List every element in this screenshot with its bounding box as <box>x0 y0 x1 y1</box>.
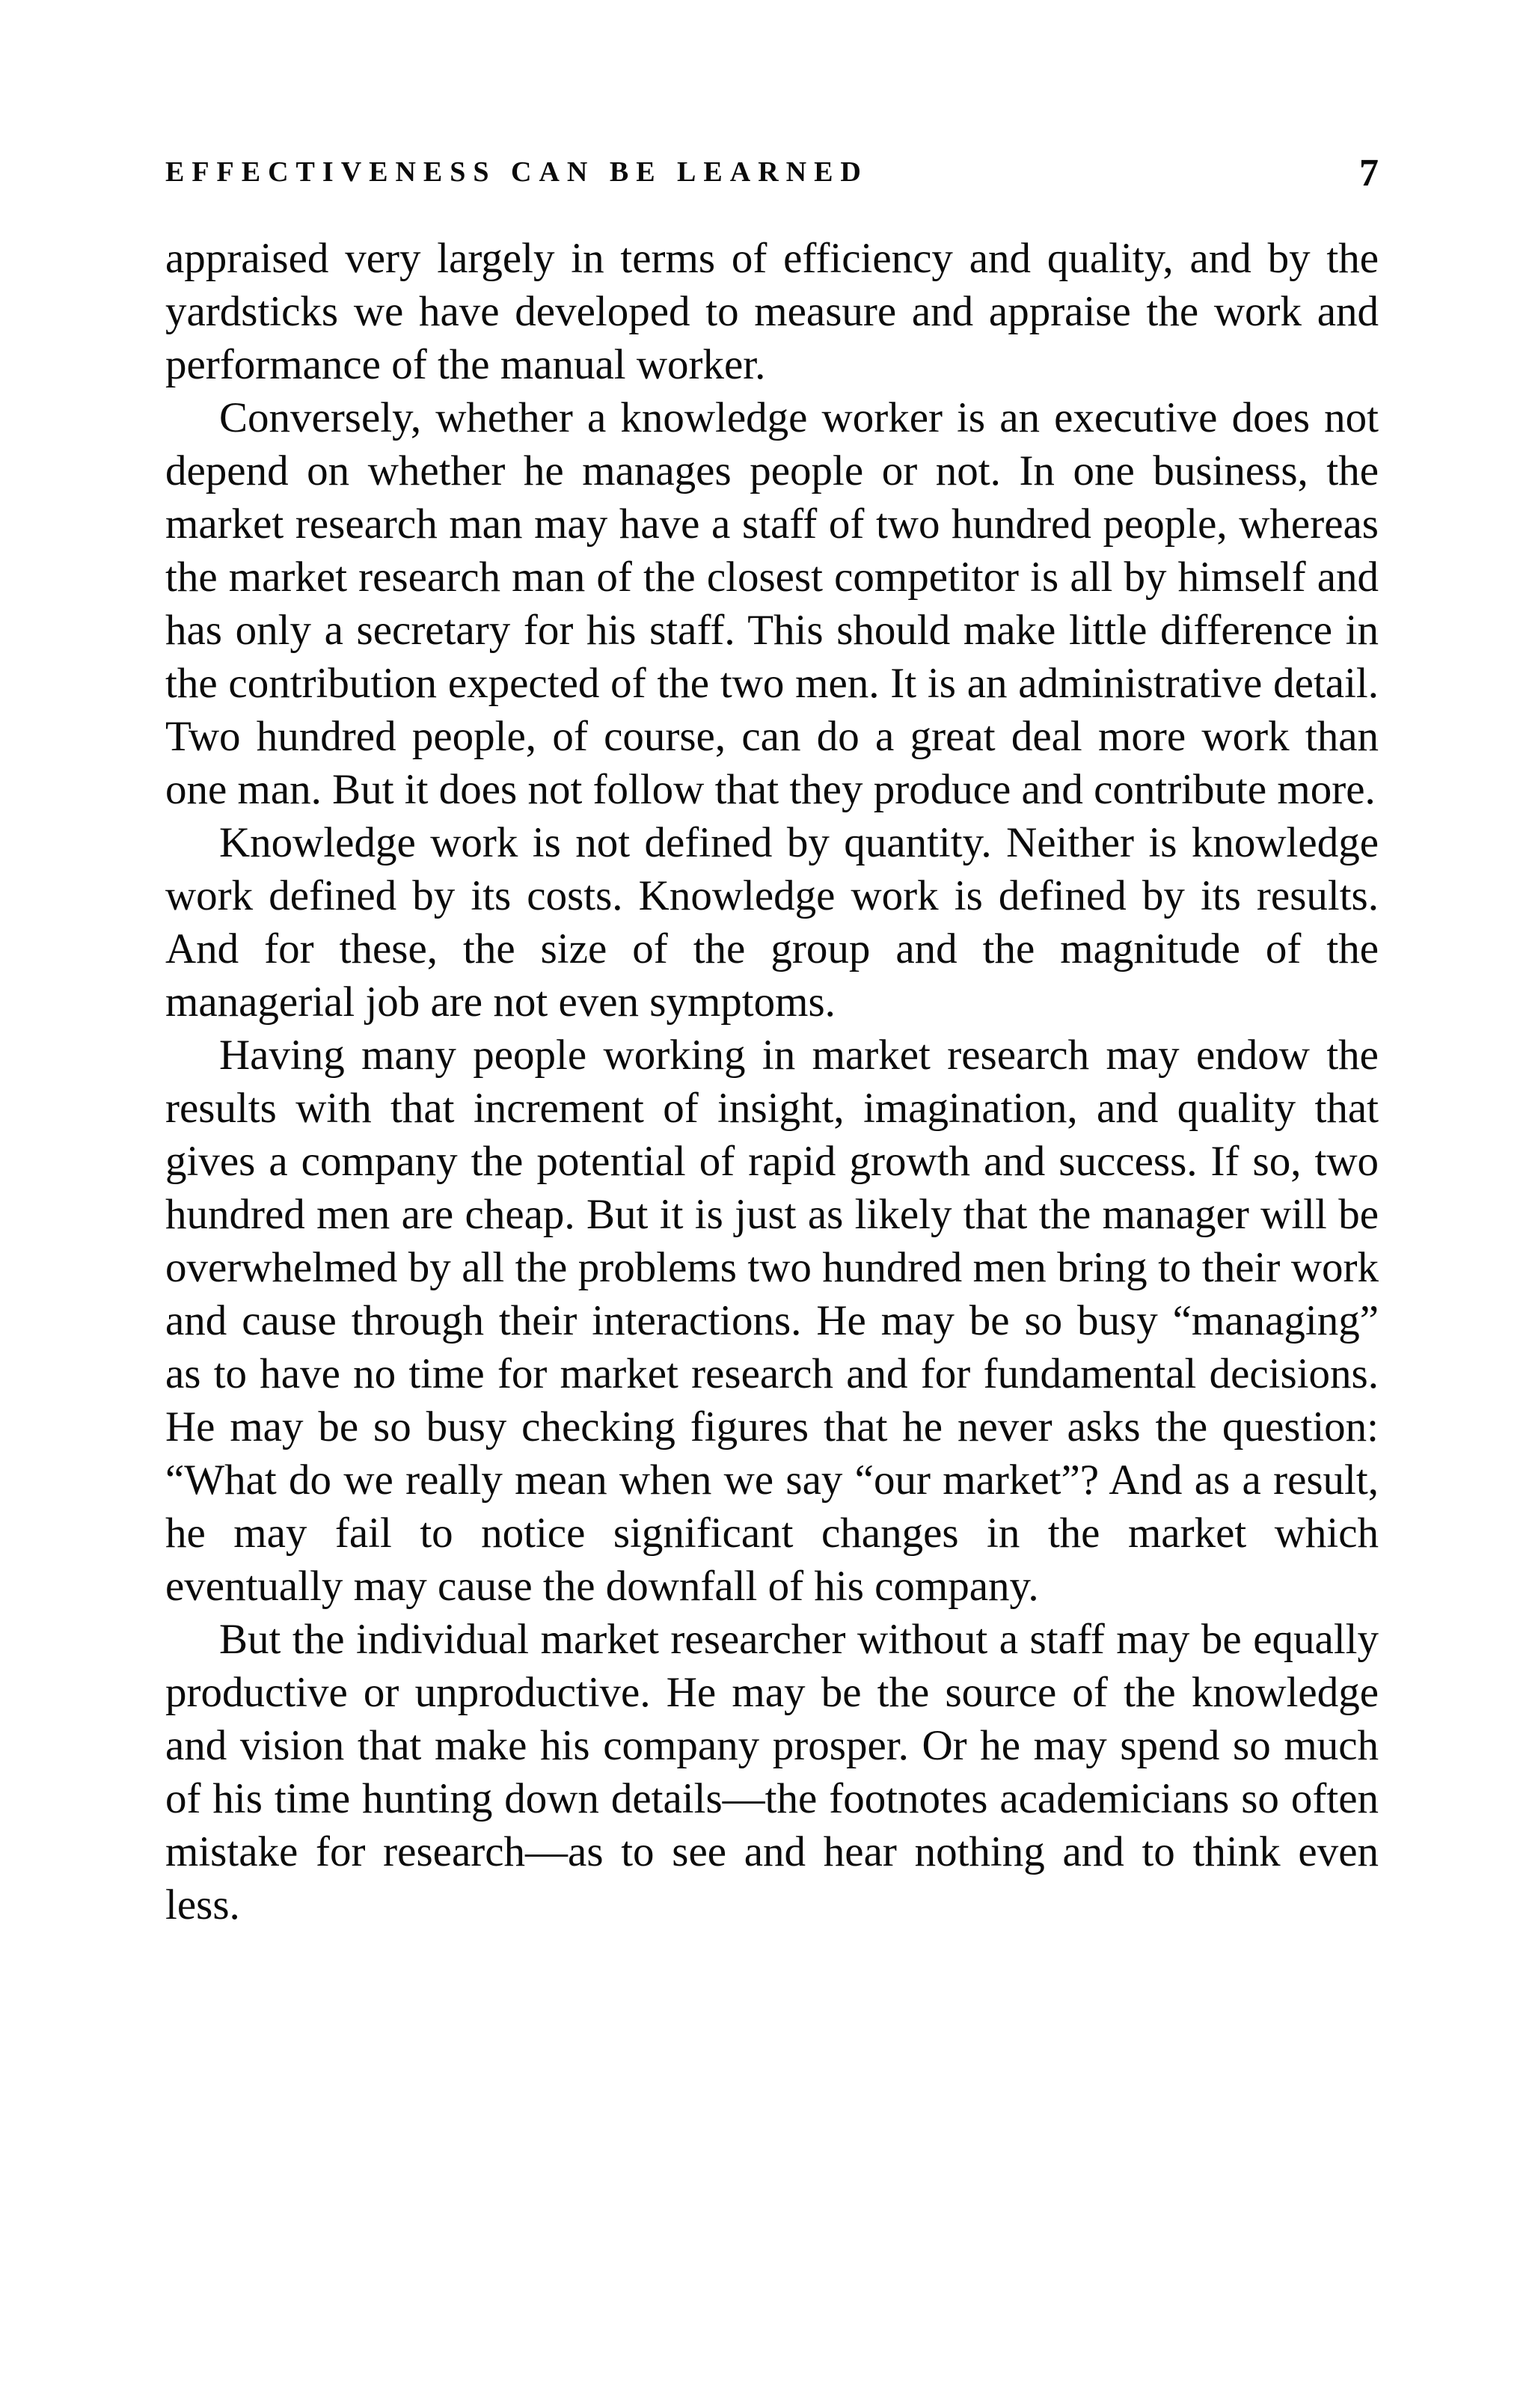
running-head <box>165 152 1379 200</box>
paragraph-2: Conversely, whether a knowledge worker is an executive does not depend on whether he manages people or not. In one business, the market research man may have a staff of two hundred people, whereas the market research man of the closest competitor is all by himself and has only a secretary for his staff. This should make little difference in the contribution expected of the two men. It is an administrative detail. Two hundred people, of course, can do a great deal more work than one man. But it does not follow that they produce and contribute more. <box>165 394 1379 813</box>
paragraph-3: Knowledge work is not defined by quantity. Neither is knowledge work defined by its costs. Knowledge work is defined by its results. And for these, the size of the group and the magnitude of the managerial job are not even symptoms. <box>165 819 1379 1026</box>
paragraph-4: Having many people working in market research may endow the results with that increment of insight, imagination, and quality that gives a company the potential of rapid growth and success. If so, two hundred men are cheap. But it is just as likely that the manager will be overwhelmed by all the problems two hundred men bring to their work and cause through their interactions. He may be so busy “managing” as to have no time for market research and for fundamental decisions. He may be so busy checking figures that he never asks the question: “What do we really mean when we say “our market”? And as a result, he may fail to notice significant changes in the market which eventually may cause the downfall of his company. <box>165 1032 1379 1610</box>
running-title: EFFECTIVENESS CAN BE LEARNED <box>165 156 868 188</box>
paragraph-5: But the individual market researcher without a staff may be equally productive or unproductive. He may be the source of the knowledge and vision that make his company prosper. Or he may spend so much of his time hunting down details—the footnotes academicians so often mistake for research—as to see and hear nothing and to think even less. <box>165 1616 1379 1928</box>
page-number: 7 <box>1359 152 1379 194</box>
paragraph-1: appraised very largely in terms of efficiency and quality, and by the yardsticks we have developed to measure and appraise the work and performance of the manual worker. <box>165 235 1379 388</box>
body-text <box>165 232 1379 1931</box>
